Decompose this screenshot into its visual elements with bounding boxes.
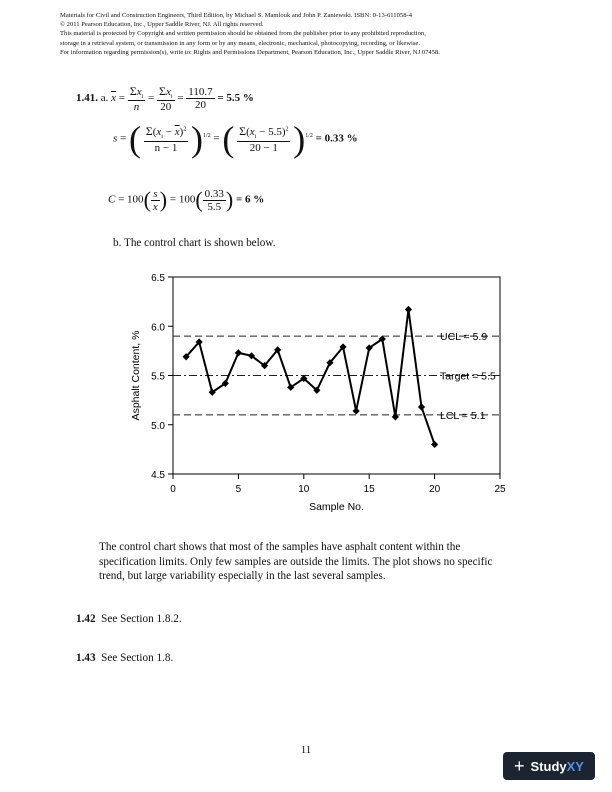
x-tick-label: 10 [298,484,310,495]
x-axis-label: Sample No. [309,501,364,513]
conclusion-line: The control chart shows that most of the samples have asphalt content within the [99,541,461,553]
header-line: Materials for Civil and Construction Engineers, Third Edition, by Michael S. Mamlouk and John P. Zaniewski. ISBN: 0-13-611058-4 [60,12,412,19]
series-line [186,310,435,445]
y-tick-label: 6.5 [151,273,165,284]
part-a-label: a. [100,92,109,105]
part-b-caption: b. The control chart is shown below. [113,237,276,249]
data-point [392,413,399,420]
std-dev-equation: s = ( $\frac{\Sigma(x_i - \overline{x})^2}{n - 1}$ )$^{1/2}$ = ( $\frac{\Sigma(x_i - 5.5)^2}{20 - 1}$ )$^{1/2}$ = 0.33 % [113,119,358,159]
page-number: 11 [300,744,312,756]
std-dev-result: = 0.33 % [315,132,358,145]
x-tick-label: 20 [429,484,441,495]
header-line: storage in a retrieval system, or transmission in any form or by any means, electronic, mechanical, photocopying, recording, or likewise. [60,39,420,47]
x-tick-label: 15 [363,484,375,495]
y-tick-label: 5.5 [151,371,165,383]
y-tick-label: 5.0 [151,420,165,432]
reference-line-label: Target = 5.5 [440,370,496,383]
x-tick-label: 25 [494,484,506,495]
problem-142: 1.42 See Section 1.8.2. [76,613,182,625]
problem-143: 1.43 See Section 1.8. [76,652,174,664]
reference-line-label: UCL = 5.9 [440,331,488,344]
header-line: This material is protected by Copyright and written permission should be obtained from the publisher prior to any prohibited reproduction, [60,30,426,38]
mean-result: = 5.5 % [217,92,254,105]
badge-label: StudyXY [530,758,584,774]
conclusion-line: specification limits. Only few samples are outside the limits. The plot shows no specific [99,555,493,568]
data-point [418,403,425,410]
mean-sum: 110.7 [188,86,213,99]
header-line: © 2011 Pearson Education, Inc., Upper Saddle River, NJ. All rights reserved. [60,21,264,29]
cv-result: = 6 % [235,193,265,206]
conclusion-line: trend, but large variability especially in the last several samples. [99,570,386,582]
data-point [235,349,242,356]
y-tick-label: 6.0 [151,322,165,334]
x-tick-label: 5 [235,484,242,495]
problem-number: 1.41. [76,92,98,105]
cv-equation: C = 100( $\frac{s}{x}$ ) = 100( $\frac{0.33}{5.5}$ ) = 6 % [108,187,265,213]
y-tick-label: 4.5 [151,470,165,481]
y-axis-label: Asphalt Content, % [130,330,142,421]
studyxy-badge[interactable] [503,752,595,780]
plus-icon: + [514,755,525,776]
header-line: For information regarding permission(s), write to: Rights and Permissions Department, Pearson Education, Inc., Upper Saddle River, NJ 07458. [60,48,440,56]
data-point [353,407,360,414]
conclusion-paragraph [99,540,529,584]
data-point [405,306,412,313]
reference-line-label: LCL = 5.1 [440,409,486,422]
data-point [431,441,438,448]
x-tick-label: 0 [170,484,176,495]
mean-equation: 1.41. a. $\overline{x}$ = $\frac{\Sigma x_i}{n}$ = $\frac{\Sigma x_i}{20}$ = $\frac{110.7}{20}$ = 5.5 % [76,84,254,114]
